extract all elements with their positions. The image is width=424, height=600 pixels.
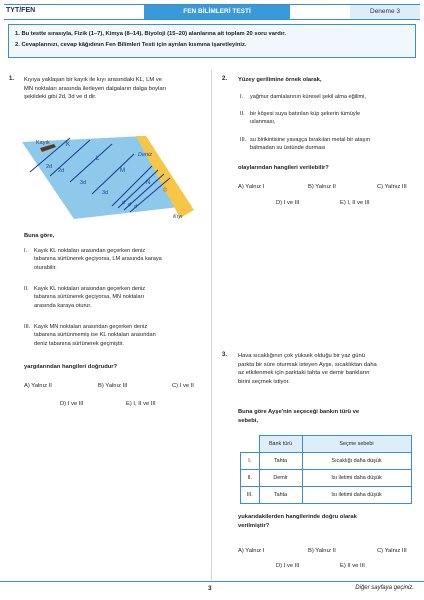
question-prompt xyxy=(238,513,357,530)
exam-type: TYT/FEN xyxy=(6,7,36,14)
statement-line: batmadan su üstünde durması xyxy=(250,145,326,152)
stem-line: az etkilenmek için parktaki tahta ve demir bankların xyxy=(238,370,370,377)
wavelength-label: d xyxy=(128,202,131,208)
statement-line: arasında karaya oturur. xyxy=(34,302,92,309)
lead-line: sebebi, xyxy=(238,417,258,424)
option-b[interactable]: B) Yalnız II xyxy=(308,184,336,190)
boat-label: Kayık xyxy=(36,140,50,146)
roman-numeral: I. xyxy=(240,94,244,100)
question-stem: Yüzey gerilimine örnek olarak, xyxy=(238,77,322,83)
option-e[interactable]: E) I, II ve III xyxy=(126,401,156,407)
question-lead xyxy=(238,408,359,425)
stem-line: parkta bir süre oturmak isteyen Ayşe, sıcaklıktan daha xyxy=(238,361,377,368)
bank-table xyxy=(240,435,412,504)
roman-numeral: III. xyxy=(24,324,31,330)
star-icon: ✲ xyxy=(162,187,168,194)
statement-line: tabanına sürtünerek geçiyorsa, LM arasında karaya xyxy=(34,256,162,263)
row-number: III. xyxy=(241,487,260,504)
statement-line: su birikintisine yavaşça bırakılan metal bir ataşın xyxy=(250,137,371,143)
reason-cell: Sıcaklığı daha düşük xyxy=(302,453,411,470)
sea-label: Deniz xyxy=(138,152,153,158)
prompt-line: yukarıdakilerden hangilerinde doğru olarak xyxy=(238,514,357,520)
shore-label: Kıyı xyxy=(173,214,183,220)
statement-3 xyxy=(24,323,208,351)
statement-2 xyxy=(24,285,208,313)
page-footer xyxy=(0,581,424,594)
option-d[interactable]: D) I ve III xyxy=(276,563,300,569)
next-page-note: Diğer sayfaya geçiniz. xyxy=(355,585,414,591)
point-k: K xyxy=(66,142,71,148)
option-e[interactable]: E) I, II ve III xyxy=(340,200,370,206)
question-stem xyxy=(24,76,208,102)
stem-line: MN noktaları arasında ilerleyen dalgaların dalga boyları xyxy=(24,85,167,92)
wave-figure xyxy=(18,114,194,224)
page-number: 3 xyxy=(208,585,212,592)
stem-line: şekildeki gibi 2d, 3d ve d dir. xyxy=(24,94,97,101)
statement-3 xyxy=(240,136,418,154)
stem-line: birini seçmek istiyor. xyxy=(238,378,290,385)
instructions-box xyxy=(8,24,416,58)
statement-line: tabanına sürtünmemiş ise KL noktaları arasından xyxy=(34,332,156,339)
wavelength-label: 2d xyxy=(58,168,65,174)
wavelength-label: 3d xyxy=(102,190,109,196)
table-corner xyxy=(241,436,260,453)
option-b[interactable]: B) Yalnız III xyxy=(98,383,128,389)
table-row xyxy=(241,470,412,487)
wavelength-label: 3d xyxy=(80,180,87,186)
question-number: 1. xyxy=(9,76,15,82)
roman-numeral: II. xyxy=(240,111,245,117)
reason-cell: Isı iletimi daha düşük xyxy=(302,487,411,504)
statement-line: deniz tabanına sürtünerek geçmiştir. xyxy=(34,340,124,347)
point-l: L xyxy=(96,156,100,162)
option-b[interactable]: B) Yalnız II xyxy=(308,548,336,554)
statement-line: oturabilir. xyxy=(34,264,57,271)
question-prompt: yargılarından hangileri doğrudur? xyxy=(24,364,118,370)
table-row xyxy=(241,453,412,470)
statement-line: tabanına sürtünerek geçiyorsa, MN noktaları xyxy=(34,294,145,301)
bank-type-cell: Demir xyxy=(259,470,302,487)
option-a[interactable]: A) Yalnız II xyxy=(24,383,52,389)
question-number: 2. xyxy=(222,76,228,82)
lead-line: Buna göre Ayşe'nin seçeceği bankın türü ve xyxy=(238,409,360,415)
option-e[interactable]: E) II ve III xyxy=(340,563,365,569)
row-number: II. xyxy=(241,470,260,487)
roman-numeral: III. xyxy=(240,137,247,143)
option-a[interactable]: A) Yalnız I xyxy=(238,548,265,554)
stem-line: Hava sıcaklığının çok yüksek olduğu bir yaz günü xyxy=(238,353,365,359)
prompt-line: verilmiştir? xyxy=(238,522,270,529)
option-c[interactable]: C) I ve II xyxy=(172,383,194,389)
point-m: M xyxy=(120,168,125,174)
statement-line: Kayık KL noktaları arasından geçerken deniz xyxy=(34,248,146,254)
roman-numeral: II. xyxy=(24,286,29,292)
roman-numeral: I. xyxy=(24,248,28,254)
statement-line: bir köşesi suya batırılan küp şekerin tümüyle xyxy=(250,111,361,117)
option-c[interactable]: C) Yalnız III xyxy=(377,184,407,190)
table-row xyxy=(241,487,412,504)
question-number: 3. xyxy=(222,352,228,358)
row-number: I. xyxy=(241,453,260,470)
column-header: Bank türü xyxy=(259,436,302,453)
point-n: N xyxy=(146,180,151,186)
page-header xyxy=(4,4,420,20)
wavelength-label: d xyxy=(134,204,137,210)
trial-label: Deneme 3 xyxy=(350,5,420,19)
test-title: FEN BİLİMLERİ TESTİ xyxy=(144,5,290,19)
question-stem xyxy=(238,352,418,386)
option-a[interactable]: A) Yalnız I xyxy=(238,184,265,190)
option-d[interactable]: D) I ve III xyxy=(276,200,300,206)
statement-2 xyxy=(240,110,418,128)
column-header: Seçme sebebi xyxy=(302,436,411,453)
statement-line: Kayık KL noktaları arasından geçerken deniz xyxy=(34,286,146,292)
statement-1 xyxy=(240,93,418,103)
wavelength-label: 2d xyxy=(46,164,53,170)
bank-type-cell: Tahta xyxy=(259,487,302,504)
question-lead: Buna göre, xyxy=(24,233,55,239)
instruction-2: 2. Cevaplarınızı, cevap kâğıdının Fen Bilimleri Testi için ayrılan kısmına işaretleyiniz. xyxy=(15,42,247,48)
column-divider xyxy=(211,70,212,580)
bank-type-cell: Tahta xyxy=(259,453,302,470)
table-header-row xyxy=(241,436,412,453)
instruction-1: 1. Bu testte sırasıyla, Fizik (1–7), Kimya (8–14), Biyoloji (15–20) alanlarına ait toplam 20 soru vardır. xyxy=(15,31,286,37)
wavelength-label: d xyxy=(122,200,125,206)
statement-line: ıslanması, xyxy=(250,119,276,126)
statement-line: Kayık MN noktaları arasından geçerken deniz xyxy=(34,324,148,330)
statement-line: yağmur damlalarının küresel şekil alma eğilimi, xyxy=(250,94,366,100)
option-c[interactable]: C) Yalnız III xyxy=(377,548,407,554)
statement-1 xyxy=(24,247,208,275)
stem-line: Kıyıya yaklaşan bir kayık ile kıyı arasındaki KL, LM ve xyxy=(24,77,162,83)
question-prompt: olaylarından hangileri verilebilir? xyxy=(238,165,329,171)
reason-cell: Isı iletimi daha düşük xyxy=(302,470,411,487)
option-d[interactable]: D) I ve III xyxy=(60,401,84,407)
